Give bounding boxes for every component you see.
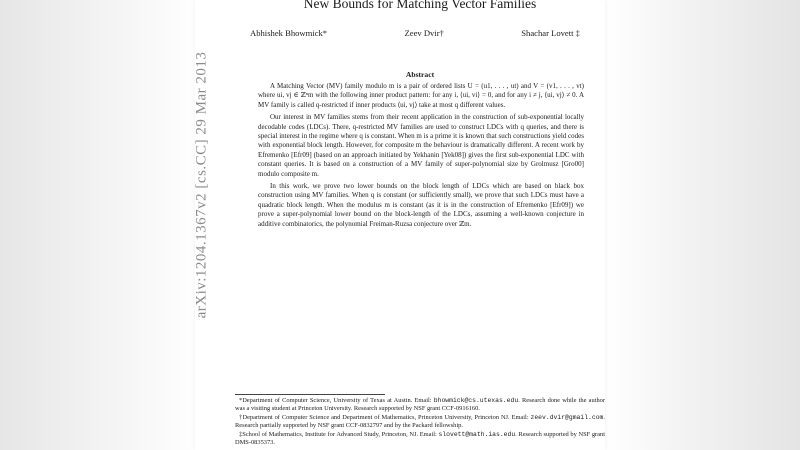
footnote-rule (235, 394, 385, 395)
arxiv-stamp (190, 40, 214, 330)
author-name: Abhishek Bhowmick* (250, 28, 328, 38)
footnote: ‡School of Mathematics, Institute for Advanced Study, Princeton, NJ. Email: slovett@math.ias.edu. Research supported by NSF grant DMS-0835373. (235, 430, 605, 447)
abstract-heading: Abstract (405, 70, 435, 79)
paper-title: New Bounds for Matching Vector Families (303, 0, 537, 11)
footnotes (235, 397, 605, 447)
author-list (250, 28, 580, 38)
footnote: †Department of Computer Science and Department of Mathematics, Princeton University, Princeton NJ. Email: zeev.dvir@gmail.com. Research partially supported by NSF grant CCF-0832797 and by the Packard fellowship. (235, 413, 605, 430)
author-name: Zeev Dvir† (404, 28, 444, 38)
footnote: *Department of Computer Science, University of Texas at Austin. Email: bhowmick@cs.utexas.edu. Research done while the author was a visiting student at Princeton University. Research supported by NSF grant CCF-0916160. (235, 397, 605, 413)
arxiv-stamp-text: arXiv:1204.1367v2 [cs.CC] 29 Mar 2013 (193, 51, 210, 319)
author-name: Shachar Lovett ‡ (521, 28, 580, 38)
email-link[interactable]: zeev.dvir@gmail.com (530, 413, 604, 421)
viewer-background-left (0, 0, 200, 450)
email-link[interactable]: slovett@math.ias.edu (438, 430, 516, 438)
viewer-background-right (605, 0, 800, 450)
abstract-body (258, 82, 584, 232)
abstract-paragraph: Our interest in MV families stems from their recent application in the construction of sub-exponential locally decodable codes (LDCs). There, q-restricted MV families are used to construct LDCs with q queries, and there is special interest in the regime where q is constant. When m is a prime it is known that such constructions yield codes with exponential block length. However, for composite m the behaviour is dramatically different. A recent work by Efremenko [Efr09] (based on an approach initiated by Yekhanin [Yek08]) gives the first sub-exponential LDC with constant queries. It is based on a construction of a MV family of super-polynomial size by Grolmusz [Gro00] modulo composite m. (258, 113, 584, 178)
abstract-paragraph: A Matching Vector (MV) family modulo m is a pair of ordered lists U = (u1, . . . , ut) and V = (v1, . . . , vt) where ui, vj ∈ ℤⁿm with the following inner product pattern: for any i, ⟨ui, vi⟩ = 0, and for any i ≠ j, ⟨ui, vj⟩ ≠ 0. A MV family is called q-restricted if inner products ⟨ui, vj⟩ take at most q different values. (258, 82, 584, 109)
email-link[interactable]: bhowmick@cs.utexas.edu (433, 397, 519, 404)
abstract-paragraph: In this work, we prove two lower bounds on the block length of LDCs which are based on black box construction using MV families. When q is constant (or sufficiently small), we prove that such LDCs must have a quadratic block length. When the modulus m is constant (as it is in the construction of Efremenko [Efr09]) we prove a super-polynomial lower bound on the block-length of the LDCs, assuming a well-known conjecture in additive combinatorics, the polynomial Freiman-Ruzsa conjecture over ℤm. (258, 182, 584, 228)
